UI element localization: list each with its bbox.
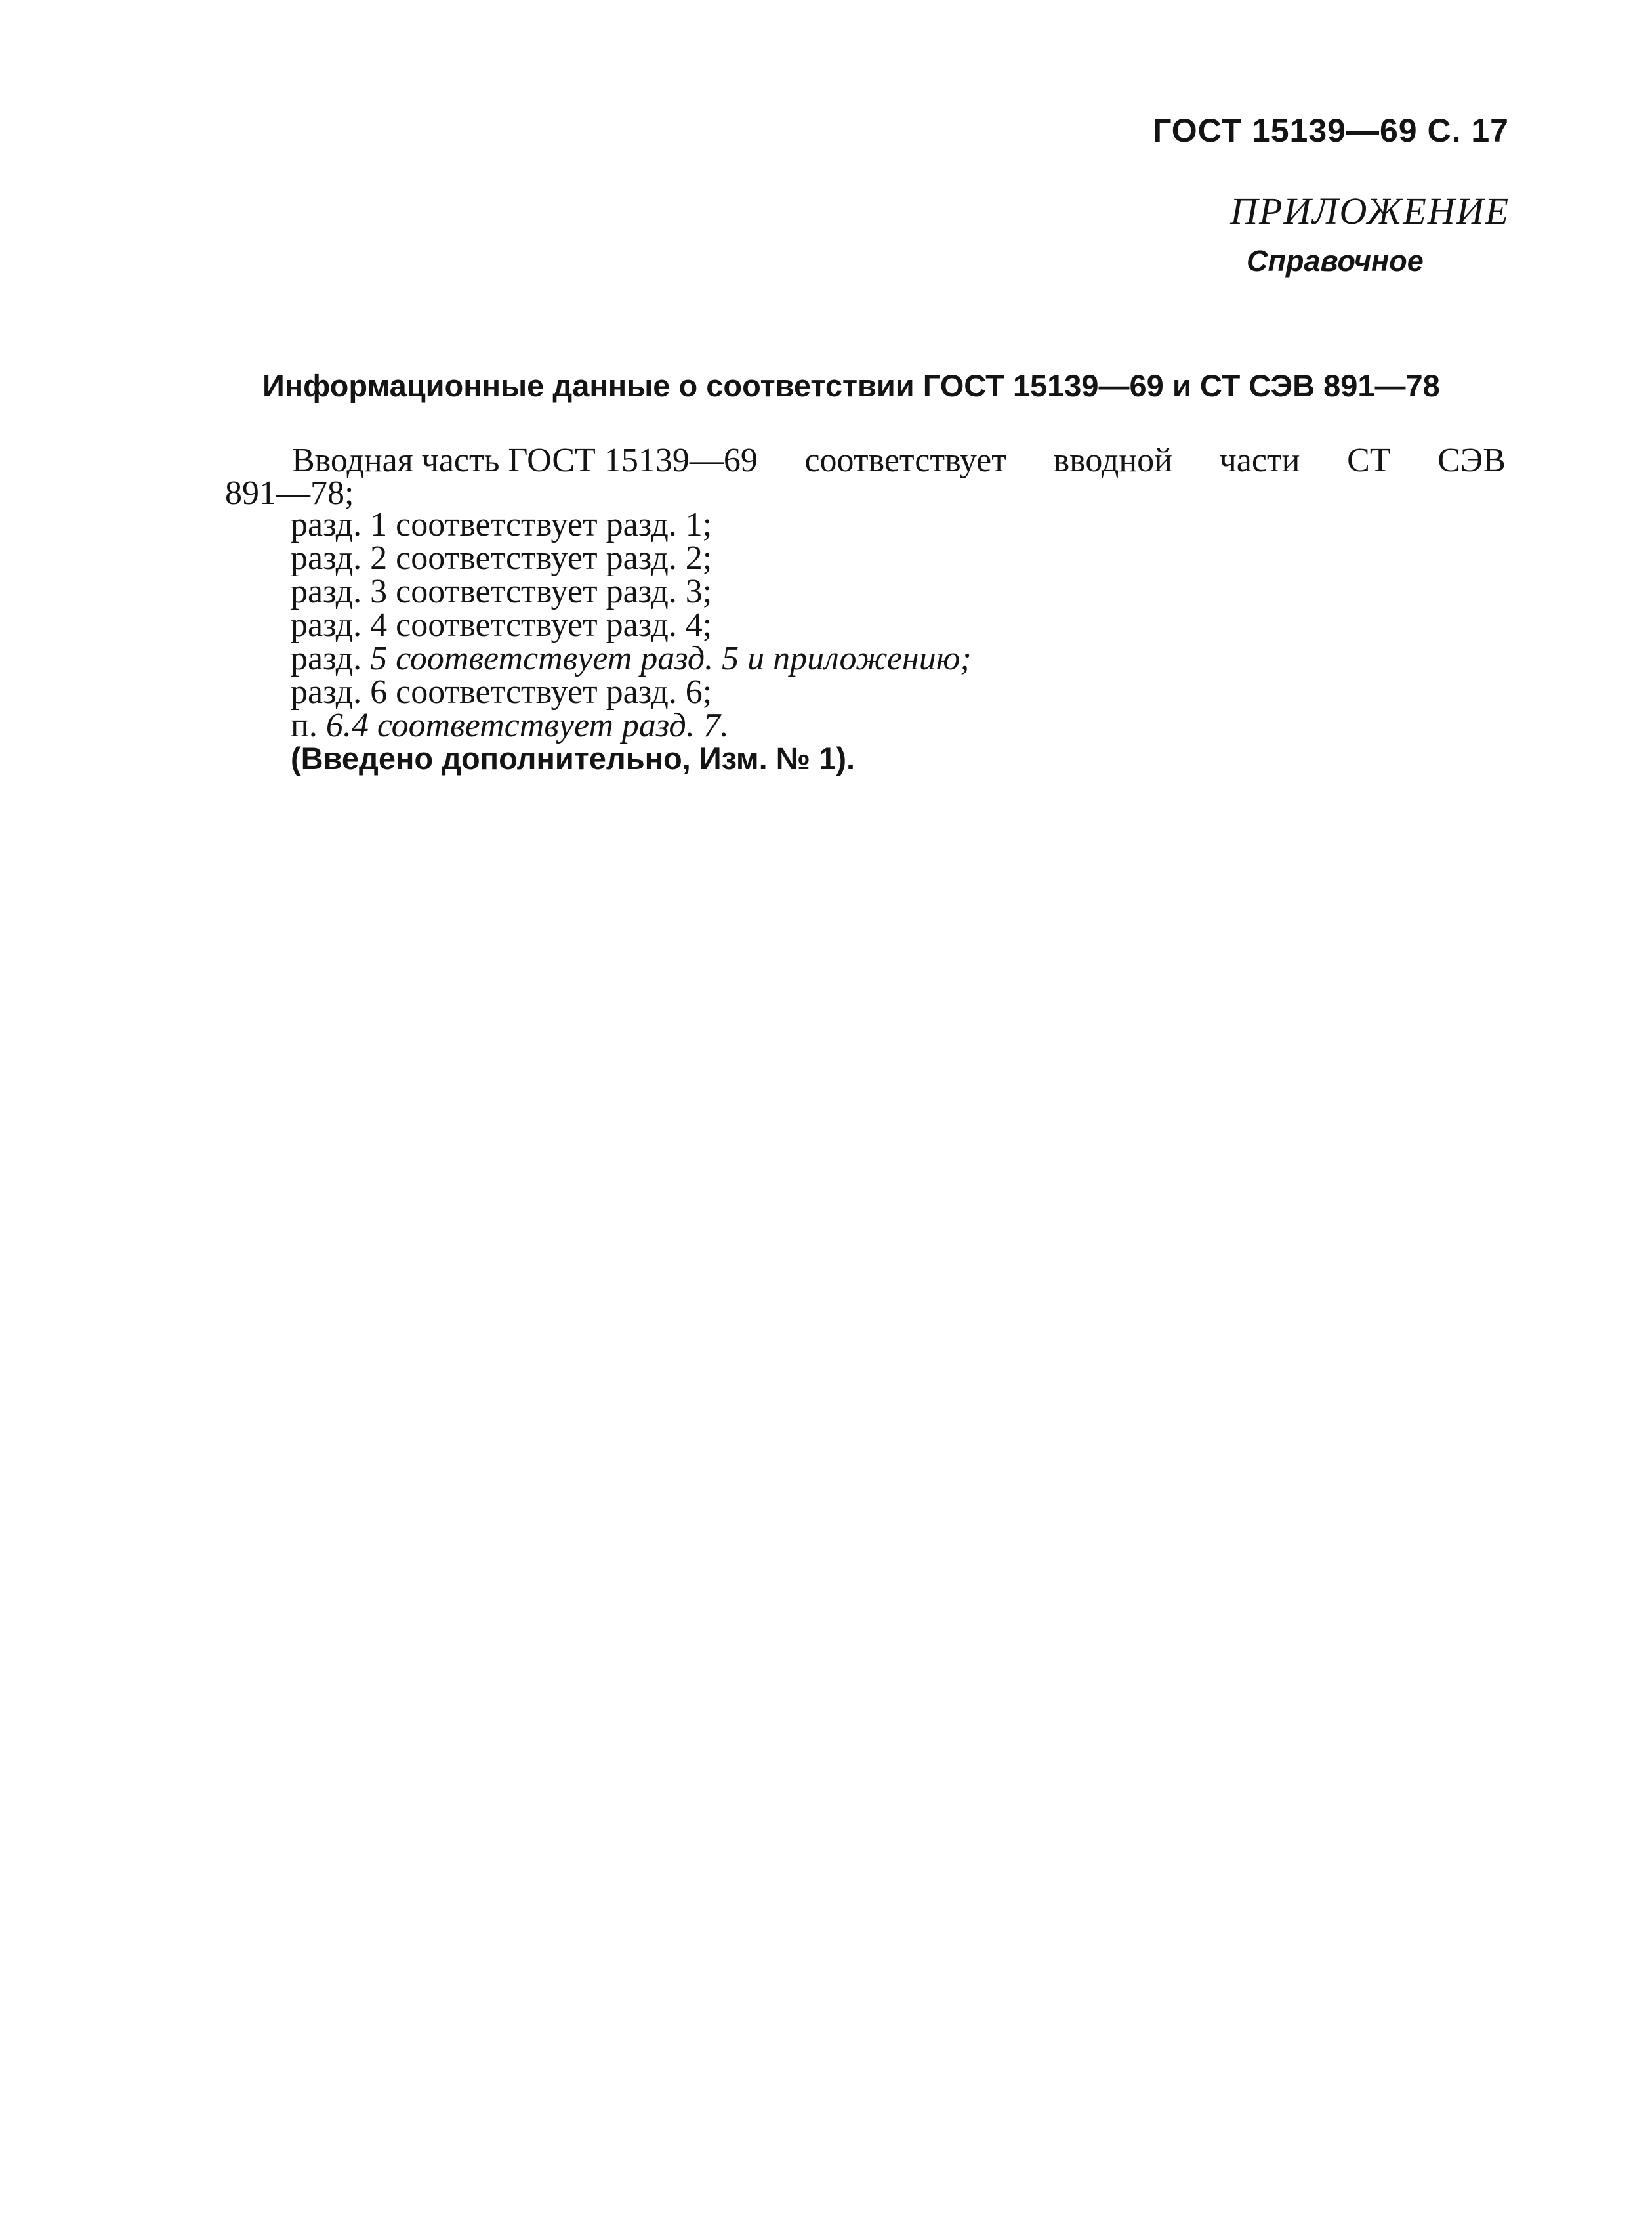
intro-word: соответствует xyxy=(804,442,1006,479)
list-item xyxy=(291,508,972,541)
appendix-status-note: Справочное xyxy=(1247,244,1424,278)
intro-word: СЭВ xyxy=(1437,442,1506,479)
list-item xyxy=(291,575,972,608)
list-item xyxy=(291,709,972,742)
intro-word: вводной xyxy=(1053,442,1172,479)
item-lead: разд. 1 xyxy=(291,506,388,543)
list-item xyxy=(291,675,972,709)
item-lead: разд. 3 xyxy=(291,573,388,610)
intro-paragraph-line2: 891—78; xyxy=(225,474,354,512)
intro-paragraph-line1 xyxy=(292,441,1506,480)
item-lead: разд. xyxy=(291,640,362,677)
list-item xyxy=(291,608,972,642)
correspondence-list xyxy=(291,508,972,742)
amendment-note: (Введено дополнительно, Изм. № 1). xyxy=(291,741,856,776)
item-text: 5 соответствует разд. 5 и приложению; xyxy=(361,640,972,677)
item-text: соответствует разд. 6; xyxy=(387,673,712,711)
item-text: соответствует разд. 4; xyxy=(387,606,712,644)
item-lead: разд. 4 xyxy=(291,606,388,644)
intro-word: части xyxy=(1219,442,1300,479)
list-item xyxy=(291,642,972,675)
appendix-title: ПРИЛОЖЕНИЕ xyxy=(1230,190,1510,232)
item-text: соответствует разд. 3; xyxy=(387,573,712,610)
item-text: соответствует разд. 1; xyxy=(387,506,712,543)
item-text: 6.4 соответствует разд. 7. xyxy=(317,707,729,744)
item-lead: разд. 2 xyxy=(291,539,388,577)
intro-word: Вводная часть ГОСТ 15139—69 xyxy=(292,442,758,479)
section-heading: Информационные данные о соответствии ГОСТ 15139—69 и СТ СЭВ 891—78 xyxy=(262,368,1440,403)
standard-page-reference: ГОСТ 15139—69 С. 17 xyxy=(1153,112,1509,149)
item-lead: п. xyxy=(291,707,318,744)
item-text: соответствует разд. 2; xyxy=(387,539,712,577)
intro-word: СТ xyxy=(1347,442,1391,479)
item-lead: разд. 6 xyxy=(291,673,388,711)
list-item xyxy=(291,541,972,575)
